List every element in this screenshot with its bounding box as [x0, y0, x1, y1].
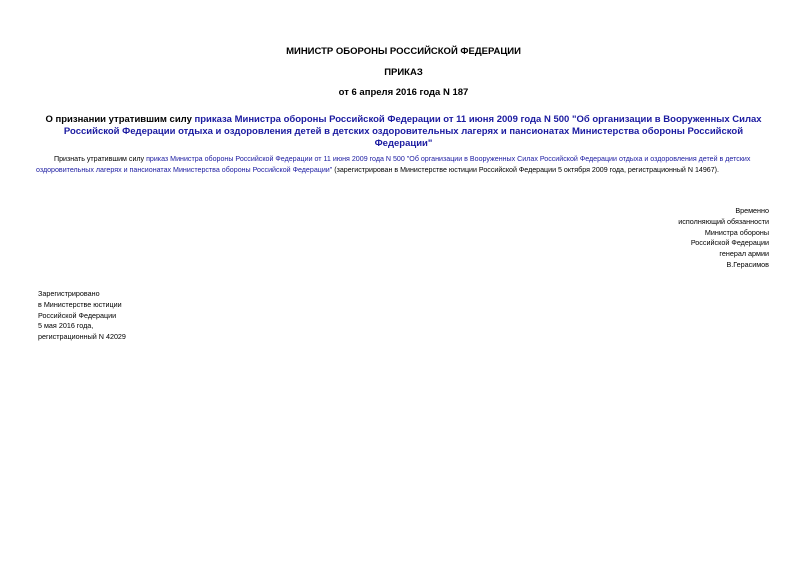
registration-block [38, 289, 238, 343]
registration-line: Зарегистрировано [38, 289, 100, 298]
body-suffix: (зарегистрирован в Министерстве юстиции Российской Федерации 5 октября 2009 года, регистрационный N 14967). [332, 165, 720, 174]
document-type: ПРИКАЗ [384, 67, 423, 78]
document-date-number: от 6 апреля 2016 года N 187 [338, 87, 469, 98]
signature-line: Временно [735, 206, 769, 215]
signature-block [569, 206, 769, 271]
registration-date: 5 мая 2016 года, [38, 321, 94, 331]
document-title [36, 114, 771, 150]
body-prefix: Признать утратившим силу [54, 155, 147, 163]
ministry-header: МИНИСТР ОБОРОНЫ РОССИЙСКОЙ ФЕДЕРАЦИИ [286, 46, 521, 57]
signature-line: Российской Федерации [690, 238, 769, 248]
title-order-link[interactable]: приказа Министра обороны Российской Федерации от 11 июня 2009 года N 500 "Об организации в Вооруженных Силах Российской Федерации отдыха и оздоровления детей в детских оздоровительных лагерях и пансионатах Министерства обороны Российской Федерации" [63, 114, 762, 149]
signature-line: Министра обороны [704, 227, 769, 237]
signature-name: В.Герасимов [726, 259, 769, 269]
body-order-link[interactable]: приказ Министра обороны Российской Федерации от 11 июня 2009 года N 500 "Об организации в Вооруженных Силах Российской Федерации отдыха и оздоровления детей в детских оздоровительных лагерях и пансионатах Министерства обороны Российской Федерации" [36, 155, 751, 174]
signature-line: генерал армии [719, 249, 769, 259]
registration-line: Российской Федерации [38, 310, 117, 320]
signature-line: исполняющий обязанности [678, 216, 769, 226]
title-prefix: О признании утратившим силу [45, 114, 195, 125]
registration-line: в Министерстве юстиции [38, 299, 122, 309]
body-paragraph [36, 154, 776, 175]
registration-number: регистрационный N 42029 [38, 332, 126, 342]
